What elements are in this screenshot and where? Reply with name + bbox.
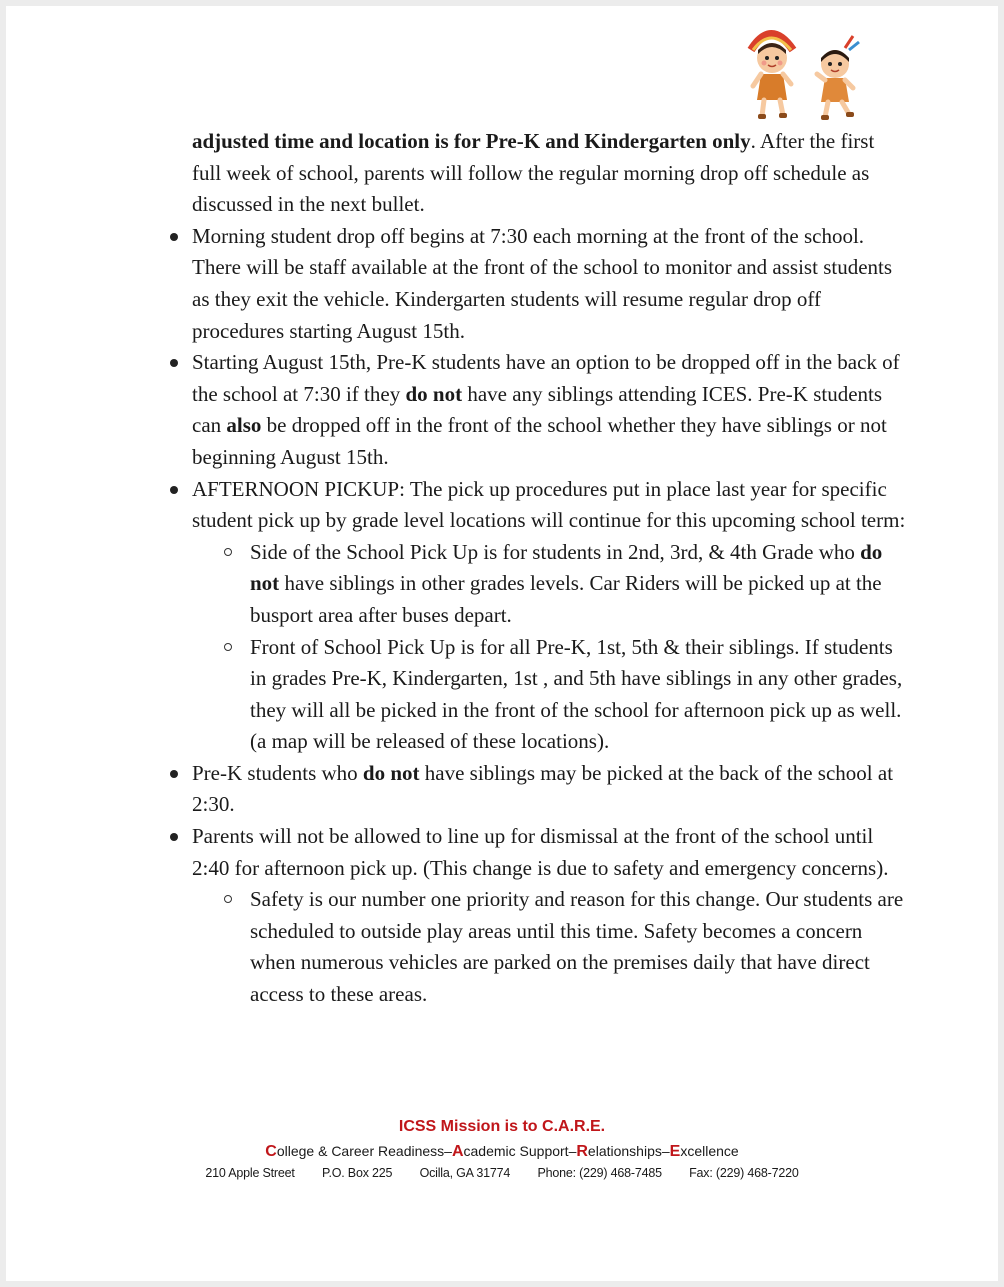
letterhead-footer [6,1116,998,1183]
fax-number: Fax: (229) 468-7220 [689,1166,799,1180]
intro-paragraph: adjusted time and location is for Pre-K and Kindergarten only. After the first full week of school, parents will follow the regular morning drop off schedule as discussed in the next bullet. [192,129,875,217]
sub-list-item: Front of School Pick Up is for all Pre-K, 1st, 5th & their siblings. If students in grades Pre-K, Kindergarten, 1st , and 5th have siblings in any other grades, they will all be picked in the front of the school for afternoon pick up as well. (a map will be released of these locations). [250,632,907,758]
sub-list-item: Safety is our number one priority and reason for this change. Our students are scheduled to outside play areas until this time. Safety becomes a concern when numerous vehicles are parked on the premises daily that have direct access to these areas. [250,884,907,1010]
po-box: P.O. Box 225 [321,1166,393,1180]
list-item: Starting August 15th, Pre-K students have an option to be dropped off in the back of the school at 7:30 if they do not have any siblings attending ICES. Pre-K students can also be dropped off in the front of the school whether they have siblings or not beginning August 15th. [192,347,907,473]
street-address: 210 Apple Street [205,1166,295,1180]
list-item: AFTERNOON PICKUP: The pick up procedures put in place last year for specific student pick up by grade level locations will continue for this upcoming school term: Side of the School Pick Up is for students in 2nd, 3rd, & 4th Grade who do not have siblings in other grades levels. Car Riders will be picked up at the busport area after buses depart. Front of School Pick Up is for all Pre-K, 1st, 5th & their siblings. If students in grades Pre-K, Kindergarten, 1st , and 5th have siblings in any other grades, they will all be picked in the front of the school for afternoon pick up as well. (a map will be released of these locations). [192,474,907,758]
kids-mascot-icon [731,20,876,130]
sub-list [192,884,907,1010]
mission-statement: ICSS Mission is to C.A.R.E. [398,1118,606,1135]
list-item: Parents will not be allowed to line up for dismissal at the front of the school until 2:40 for afternoon pick up. (This change is due to safety and emergency concerns). Safety is our number one priority and reason for this change. Our students are scheduled to outside play areas until this time. Safety becomes a concern when numerous vehicles are parked on the premises daily that have direct access to these areas. [192,821,907,1011]
city-state-zip: Ocilla, GA 31774 [419,1166,511,1180]
bullet-list [192,221,907,1011]
contact-line [6,1163,998,1183]
list-item: Morning student drop off begins at 7:30 each morning at the front of the school. There will be staff available at the front of the school to monitor and assist students as they exit the vehicle. Kindergarten students will resume regular drop off procedures starting August 15th. [192,221,907,347]
sub-list-item: Side of the School Pick Up is for students in 2nd, 3rd, & 4th Grade who do not have siblings in other grades levels. Car Riders will be picked up at the busport area after buses depart. [250,537,907,632]
sub-list [192,537,907,758]
document-body [192,126,907,1011]
list-item: Pre-K students who do not have siblings may be picked at the back of the school at 2:30. [192,758,907,821]
care-acronym: College & Career Readiness–Academic Support–Relationships–Excellence [265,1143,739,1160]
phone-number: Phone: (229) 468-7485 [537,1166,662,1180]
document-page [6,6,998,1281]
